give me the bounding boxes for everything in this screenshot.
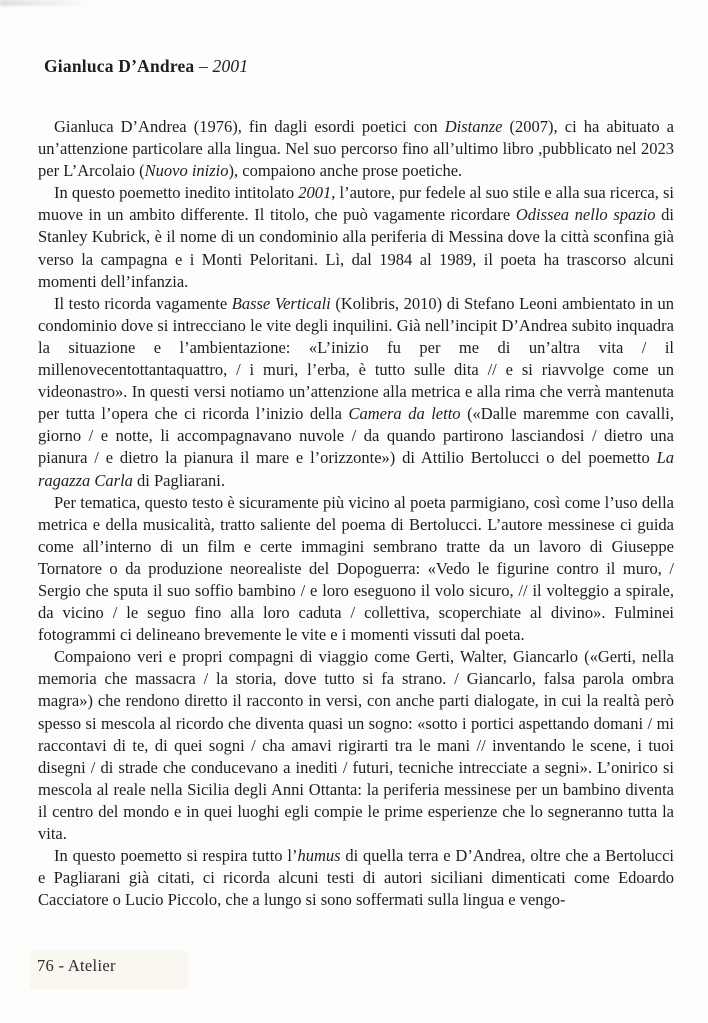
paragraph (38, 293, 674, 492)
article-body (38, 116, 674, 911)
italic-text-run: Nuovo inizio (144, 161, 229, 181)
paragraph (38, 116, 674, 182)
text-run: di Pagliarani. (132, 470, 226, 490)
italic-text-run: humus (297, 846, 341, 866)
text-run: ), compaiono anche prose poetiche. (228, 161, 463, 181)
italic-text-run: Distanze (444, 117, 503, 136)
page-number-footer: 76 - Atelier (37, 956, 116, 975)
text-run: Il testo ricorda vagamente (54, 293, 232, 313)
heading-separator: – (194, 56, 213, 76)
text-run: , l’autore, pur fedele al suo stile e alla sua ricerca, si muove in un ambito differente. Il titolo, che può vagamente ricordare (38, 183, 674, 225)
text-run: In questo poemetto inedito intitolato (54, 183, 299, 203)
text-run: In questo poemetto si respira tutto l’ (54, 846, 298, 866)
text-run: di Stanley Kubrick, è il nome di un condominio alla periferia di Messina dove la città sconfina già verso la campagna e i Monti Peloritani. Lì, dal 1984 al 1989, il poeta ha trascorso alcuni momenti dell’infanzia. (38, 205, 674, 291)
article-heading (44, 56, 248, 77)
paragraph (38, 646, 674, 845)
paragraph (38, 845, 674, 911)
italic-text-run: Basse Verticali (231, 293, 331, 313)
scan-artifact (0, 0, 90, 6)
paragraph (38, 182, 674, 292)
text-run: («Dalle maremme con cavalli, giorno / e notte, li accompagnavano nuvole / da quando partirono lasciandosi / dietro una pianura / e dietro la pianura il mare e l’orizzonte») di Attilio Bertolucci o del poemetto (38, 404, 674, 468)
paragraph (38, 492, 674, 647)
text-run: Compaiono veri e propri compagni di viaggio come Gerti, Walter, Giancarlo («Gerti, nella memoria che massacra / la storia, dove tutto si fa strano. / Giancarlo, falsa parola ombra magra») che rendono diretto il racconto in versi, con anche parti dialogate, in cui la realtà però spesso si mescola al ricordo che diventa quasi un sogno: «sotto i portici aspettando domani / mi raccontavi di te, di quei sogni / cha amavi rigirarti tra le mani // inventando le scene, i tuoi disegni / di strade che conducevano a inediti / futuri, tecniche intrecciate a segni». L’onirico si mescola al reale nella Sicilia degli Anni Ottanta: la periferia messinese per un bambino diventa il centro del mondo e in quei luoghi egli compie le prime esperienze che lo segneranno tutta la vita. (38, 647, 674, 843)
italic-text-run: Odissea nello spazio (515, 205, 656, 225)
italic-text-run: Camera da letto (348, 404, 461, 424)
text-run: Per tematica, questo testo è sicuramente più vicino al poeta parmigiano, così come l’uso della metrica e della musicalità, tratto saliente del poema di Bertolucci. L’autore messinese ci guida come all’interno di un film e certe immagini sembrano tratte da un lavoro di Giuseppe Tornatore o da produzione neorealiste del Dopoguerra: «Vedo le figurine contro il muro, / Sergio che sputa il suo soffio bambino / e loro eseguono il volo sicuro, // il volteggio a spirale, da vicino / le seguo fino alla loro caduta / collettiva, scoperchiate al divino». Fulminei fotogrammi ci delineano brevemente le vite e i momenti vissuti dal poeta. (38, 492, 674, 645)
text-run: (Kolibris, 2010) di Stefano Leoni ambientato in un condominio dove si intrecciano le vite degli inquilini. Già nell’incipit D’Andrea subito inquadra la situazione e l’ambientazione: «L’inizio fu per me di un’altra vita / il millenovecentottantaquattro, / i muri, l’erba, è tutto sulle dita // e si riavvolge come un videonastro». In questi versi notiamo un’attenzione alla metrica e alla rima che verrà mantenuta per tutta l’opera che ci ricorda l’inizio della (38, 293, 674, 424)
text-run: di quella terra e D’Andrea, oltre che a Bertolucci e Pagliarani già citati, ci ricorda alcuni testi di autori siciliani dimenticati come Edoardo Cacciatore o Lucio Piccolo, che a lungo si sono soffermati sulla lingua e vengo- (38, 846, 675, 910)
italic-text-run: 2001 (298, 183, 332, 203)
author-name: Gianluca D’Andrea (44, 56, 195, 76)
italic-text-run: La ragazza Carla (38, 448, 674, 490)
article-title-year: 2001 (212, 56, 249, 76)
text-run: Gianluca D’Andrea (1976), fin dagli esordi poetici con (54, 117, 445, 136)
text-run: (2007), ci ha abituato a un’attenzione particolare alla lingua. Nel suo percorso fino all’ultimo libro ,pubblicato nel 2023 per L’Arcolaio ( (38, 117, 674, 181)
